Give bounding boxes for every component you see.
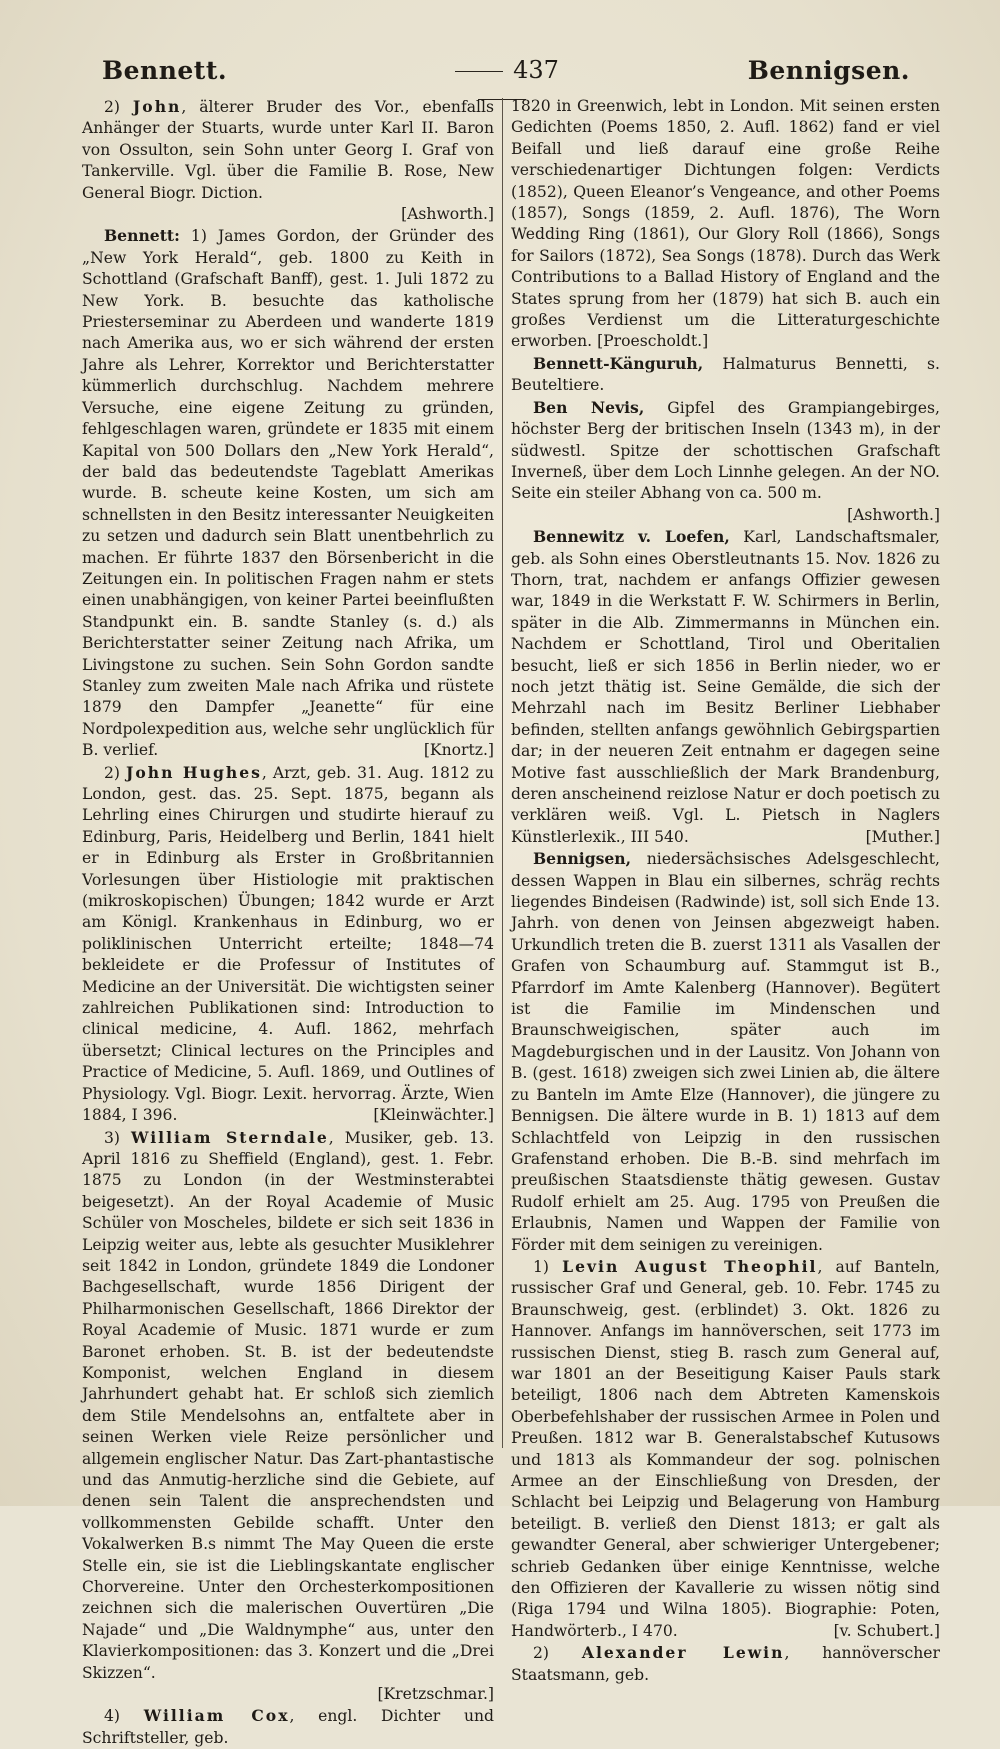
entry-headword: John: [132, 97, 182, 116]
author-signature: [Knortz.]: [423, 741, 494, 760]
running-header: [0, 50, 1000, 98]
entry-paragraph: Bennewitz v. Loefen, Karl, Landschaftsmaler, geb. als Sohn eines Oberstleutnants 15. Nov. 1826 zu Thorn, trat, nachdem er anfangs Offizier gewesen war, 1849 in die Werkstatt F. W. Schirmers in Berlin, später in die Alb. Zimmermanns in München ein. Nachdem er Schottland, Tirol und Oberitalien besucht, ließ er sich 1856 in Berlin nieder, wo er noch jetzt thätig ist. Seine Gemälde, die sich der Mehrzahl nach im Besitz Berliner Liebhaber befinden, stellten anfangs gewöhnlich Gebirgspartien dar; in der neueren Zeit entnahm er dagegen seine Motive fast ausschließlich der Mark Brandenburg, deren anscheinend reizlose Natur er doch poetisch zu verklären weiß. Vgl. L. Pietsch in Naglers Künstlerlexik., III 540. [Muther.]: [511, 526, 940, 848]
entry-headword: Bennett-Känguruh,: [533, 353, 704, 373]
author-signature: [Proescholdt.]: [597, 332, 709, 351]
entry-paragraph: 2) John Hughes, Arzt, geb. 31. Aug. 1812 zu London, gest. das. 25. Sept. 1875, begann als Lehrling eines Chirurgen und studirte hierauf zu Edinburg, Paris, Heidelberg und Berlin, 1841 hielt er in Edinburg als Erster in Großbritannien Vorlesungen über Histiologie mit praktischen (mikroskopischen) Übungen; 1842 wurde er Arzt am Königl. Krankenhaus in Edinburg, wo er poliklinischen Unterricht erteilte; 1848—74 bekleidete er die Professur of Institutes of Medicine an der Universität. Die wichtigsten seiner zahlreichen Publikationen sind: Introduction to clinical medicine, 4. Aufl. 1862, mehrfach übersetzt; Clinical lectures on the Principles and Practice of Medicine, 5. Aufl. 1869, und Outlines of Physiology. Vgl. Biogr. Lexit. hervorrag. Ärzte, Wien 1884, I 396. [Kleinwächter.]: [82, 762, 494, 1127]
entry-paragraph: Ben Nevis, Gipfel des Grampiangebirges, höchster Berg der britischen Inseln (1343 m), in der südwestl. Spitze der schottischen Grafschaft Inverneß, über dem Loch Linnhe gelegen. An der NO. Seite ein steiler Abhang von ca. 500 m. [Ashworth.]: [511, 397, 940, 526]
author-signature: [Ashworth.]: [401, 205, 494, 224]
author-signature: [Ashworth.]: [847, 505, 940, 524]
author-signature: [Kleinwächter.]: [373, 1106, 494, 1125]
entry-headword: John Hughes: [125, 762, 262, 782]
entry-headword: Bennigsen,: [533, 849, 632, 869]
entry-headword: Levin August Theophil: [562, 1256, 818, 1276]
entry-paragraph: 1820 in Greenwich, lebt in London. Mit seinen ersten Gedichten (Poems 1850, 2. Aufl. 1862) fand er viel Beifall und ließ darauf eine große Reihe verschiedenartiger Dichtungen folgen: Verdicts (1852), Queen Eleanor’s Vengeance, and other Poems (1857), Songs (1859, 2. Aufl. 1876), The Worn Wedding Ring (1861), Our Glory Roll (1866), Songs for Sailors (1872), Sea Songs (1878). Durch das Werk Contributions to a Ballad History of England and the States sprung from her (1879) hat sich B. auch ein großes Verdienst um die Litteraturgeschichte erworben. [Proescholdt.]: [511, 97, 940, 351]
author-signature: [Muther.]: [865, 827, 940, 846]
right-column: [511, 96, 940, 1686]
page-number: 437: [513, 56, 559, 84]
entry-paragraph: 3) William Sterndale, Musiker, geb. 13. April 1816 zu Sheffield (England), gest. 1. Febr. 1875 zu London (in der Westminsterabtei beigesetzt). An der Royal Academie of Music Schüler von Moscheles, bildete er sich seit 1836 in Leipzig weiter aus, lebte als gesuchter Musiklehrer seit 1842 in London, gründete 1849 die Londoner Bachgesellschaft, wurde 1856 Dirigent der Philharmonischen Gesellschaft, 1866 Direktor der Royal Academie of Music. 1871 wurde er zum Baronet erhoben. St. B. ist der bedeutendste Komponist, welchen England in diesem Jahrhundert gehabt hat. Er schloß sich ziemlich dem Stile Mendelsohns an, entfaltete aber in seinen Werken viele Reize persönlicher und allgemein englischer Natur. Das Zart-phantastische und das Anmutig-herzliche sind die Gebiete, auf denen sein Talent die ansprechendsten und vollkommensten Gebilde schafft. Unter den Vokalwerken B.s nimmt The May Queen die erste Stelle ein, sie ist die Lieblingskantate englischer Chorvereine. Unter den Orchesterkompositionen zeichnen sich die malerischen Ouvertüren „Die Najade“ und „Die Waldnymphe“ aus, unter den Klavierkompositionen: das 3. Konzert und die „Drei Skizzen“. [Kretzschmar.]: [82, 1127, 494, 1706]
header-right-catchword: Bennigsen.: [747, 56, 910, 85]
entry-paragraph: Bennett: 1) James Gordon, der Gründer des „New York Herald“, geb. 1800 zu Keith in Schottland (Grafschaft Banff), gest. 1. Juli 1872 zu New York. B. besuchte das katholische Priesterseminar zu Aberdeen und wanderte 1819 nach Amerika aus, wo er sich während der ersten Jahre als Lehrer, Korrektor und Berichterstatter kümmerlich durchschlug. Nachdem mehrere Versuche, eine eigene Zeitung zu gründen, fehlgeschlagen waren, gründete er 1835 mit einem Kapital von 500 Dollars den „New York Herald“, der bald das bedeutendste Tageblatt Amerikas wurde. B. scheute keine Kosten, um sich am schnellsten in den Besitz interessanter Neuigkeiten zu setzen und dadurch sein Blatt unentbehrlich zu machen. Er führte 1837 den Börsenbericht in die Zeitungen ein. In politischen Fragen nahm er stets einen unabhängigen, von keiner Partei beeinflußten Standpunkt ein. B. sandte Stanley (s. d.) als Berichterstatter seiner Zeitung nach Afrika, um Livingstone zu suchen. Sein Sohn Gordon sandte Stanley zum zweiten Male nach Afrika und rüstete 1879 den Dampfer „Jeanette“ für eine Nordpolexpedition aus, welche sehr unglücklich für B. verlief. [Knortz.]: [82, 225, 494, 761]
left-column: [82, 96, 494, 1749]
entry-paragraph: 2) Alexander Lewin, hannöverscher Staatsmann, geb.: [511, 1643, 940, 1684]
entry-paragraph: Bennett-Känguruh, Halmaturus Bennetti, s. Beuteltiere.: [511, 353, 940, 395]
entry-headword: Bennett:: [104, 226, 180, 246]
entry-headword: William Sterndale: [130, 1127, 329, 1147]
entry-paragraph: 4) William Cox, engl. Dichter und Schriftsteller, geb.: [82, 1706, 495, 1747]
entry-headword: William Cox: [143, 1706, 290, 1726]
header-dash-left: [455, 71, 503, 72]
entry-paragraph: Bennigsen, niedersächsisches Adelsgeschlecht, dessen Wappen in Blau ein silbernes, schräg rechts liegendes Bindeisen (Radwinde) ist, soll sich Ende 13. Jahrh. von denen von Jeinsen abgezweigt haben. Urkundlich treten die B. zuerst 1311 als Vasallen der Grafen von Schaumburg auf. Stammgut ist B., Pfarrdorf im Amte Kalenberg (Hannover). Begütert ist die Familie im Mindenschen und Braunschweigischen, später auch im Magdeburgischen und in der Lausitz. Von Johann von B. (gest. 1618) zweigen sich zwei Linien ab, die ältere zu Banteln im Amte Elze (Hannover), die jüngere zu Bennigsen. Die ältere wurde in B. 1) 1813 auf dem Schlachtfeld von Leipzig in den russischen Grafenstand erhoben. Die B.-B. sind mehrfach im preußischen Staatsdienste thätig gewesen. Gustav Rudolf erhielt am 25. Aug. 1795 von Preußen die Erlaubnis, Namen und Wappen der Familie von Förder mit dem seinigen zu vereinigen.: [511, 849, 940, 1254]
entry-headword: Bennewitz v. Loefen,: [533, 527, 730, 547]
entry-paragraph: 1) Levin August Theophil, auf Banteln, russischer Graf und General, geb. 10. Febr. 1745 zu Braunschweig, gest. (erblindet) 3. Okt. 1826 zu Hannover. Anfangs im hannöverschen, seit 1773 im russischen Dienst, stieg B. rasch zum General auf, war 1801 an der Beseitigung Kaiser Pauls stark beteiligt, 1806 nach dem Abtreten Kamenskois Oberbefehlshaber der russischen Armee in Polen und Preußen. 1812 war B. Generalstabschef Kutusows und 1813 als Kommandeur der sog. polnischen Armee an der Einschließung von Dresden, der Schlacht bei Leipzig und Belagerung von Hamburg beteiligt. B. verließ den Dienst 1813; er galt als gewandter General, aber schwieriger Untergebener; schrieb Gedanken über einige Kenntnisse, welche den Offizieren der Kavallerie zu wissen nötig sind (Riga 1794 und Wilna 1805). Biographie: Poten, Handwörterb., I 470. [v. Schubert.]: [511, 1256, 940, 1642]
header-left-catchword: Bennett.: [102, 56, 228, 85]
author-signature: [Kretzschmar.]: [377, 1685, 494, 1704]
column-divider: [502, 98, 503, 1448]
author-signature: [v. Schubert.]: [833, 1621, 940, 1640]
entry-paragraph: 2) John, älterer Bruder des Vor., ebenfalls Anhänger der Stuarts, wurde unter Karl II. Baron von Ossulton, sein Sohn unter Georg I. Graf von Tankerville. Vgl. über die Familie B. Rose, New General Biogr. Diction. [Ashworth.]: [82, 96, 494, 225]
entry-headword: Ben Nevis,: [533, 397, 645, 417]
entry-headword: Alexander Lewin: [581, 1643, 785, 1663]
